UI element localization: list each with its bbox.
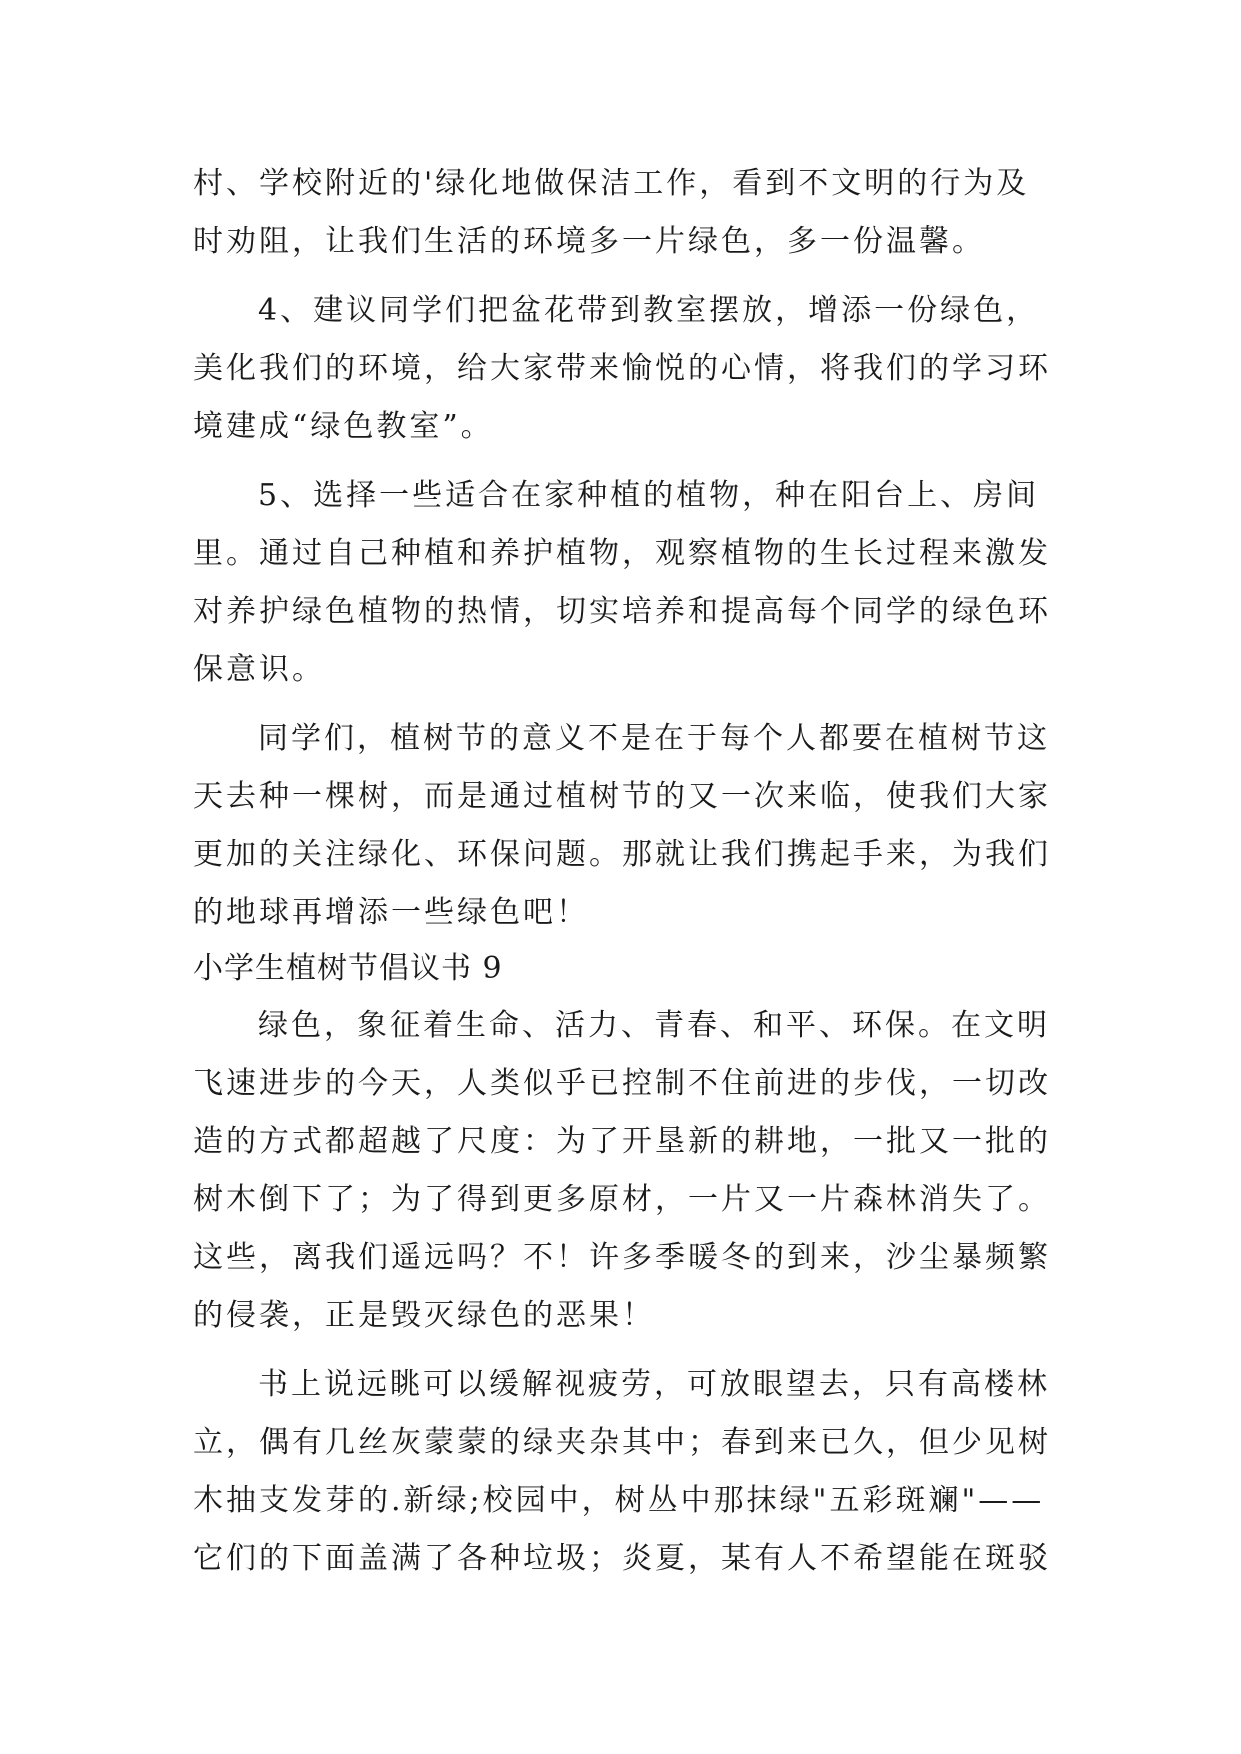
text-line: 里。通过自己种植和养护植物，观察植物的生长过程来激发 [193,536,1051,571]
text-line: 天去种一棵树，而是通过植树节的又一次来临，使我们大家 [193,779,1051,814]
paragraph-item-5: 5、选择一些适合在家种植的植物，种在阳台上、房间 [258,478,1040,513]
paragraph-item-4: 4、建议同学们把盆花带到教室摆放，增添一份绿色， [258,293,1040,328]
text-line: 时劝阻，让我们生活的环境多一片绿色，多一份温馨。 [193,224,985,259]
text-line: 造的方式都超越了尺度：为了开垦新的耕地，一批又一批的 [193,1124,1051,1159]
text-line: 它们的下面盖满了各种垃圾；炎夏，某有人不希望能在斑驳 [193,1541,1051,1576]
paragraph-start: 书上说远眺可以缓解视疲劳，可放眼望去，只有高楼林 [258,1367,1050,1402]
text-line: 保意识。 [193,652,325,687]
text-line: 的侵袭，正是毁灭绿色的恶果！ [193,1298,655,1333]
section-heading: 小学生植树节倡议书 9 [193,951,503,986]
text-line: 的地球再增添一些绿色吧！ [193,895,589,930]
text-line: 飞速进步的今天，人类似乎已控制不住前进的步伐，一切改 [193,1066,1051,1101]
text-line: 美化我们的环境，给大家带来愉悦的心情，将我们的学习环 [193,351,1051,386]
text-line: 对养护绿色植物的热情，切实培养和提高每个同学的绿色环 [193,594,1051,629]
text-line: 立，偶有几丝灰蒙蒙的绿夹杂其中；春到来已久，但少见树 [193,1425,1051,1460]
text-line: 境建成“绿色教室”。 [193,409,494,444]
text-line: 树木倒下了；为了得到更多原材，一片又一片森林消失了。 [193,1182,1051,1217]
text-line: 更加的关注绿化、环保问题。那就让我们携起手来，为我们 [193,837,1051,872]
text-line: 村、学校附近的'绿化地做保洁工作，看到不文明的行为及 [193,166,1030,201]
text-line: 木抽支发芽的.新绿;校园中，树丛中那抹绿"五彩斑斓"—— [193,1483,1045,1518]
text-line: 这些，离我们遥远吗？不！许多季暖冬的到来，沙尘暴频繁 [193,1240,1051,1275]
paragraph-start: 绿色，象征着生命、活力、青春、和平、环保。在文明 [258,1008,1050,1043]
paragraph-start: 同学们，植树节的意义不是在于每个人都要在植树节这 [258,721,1050,756]
